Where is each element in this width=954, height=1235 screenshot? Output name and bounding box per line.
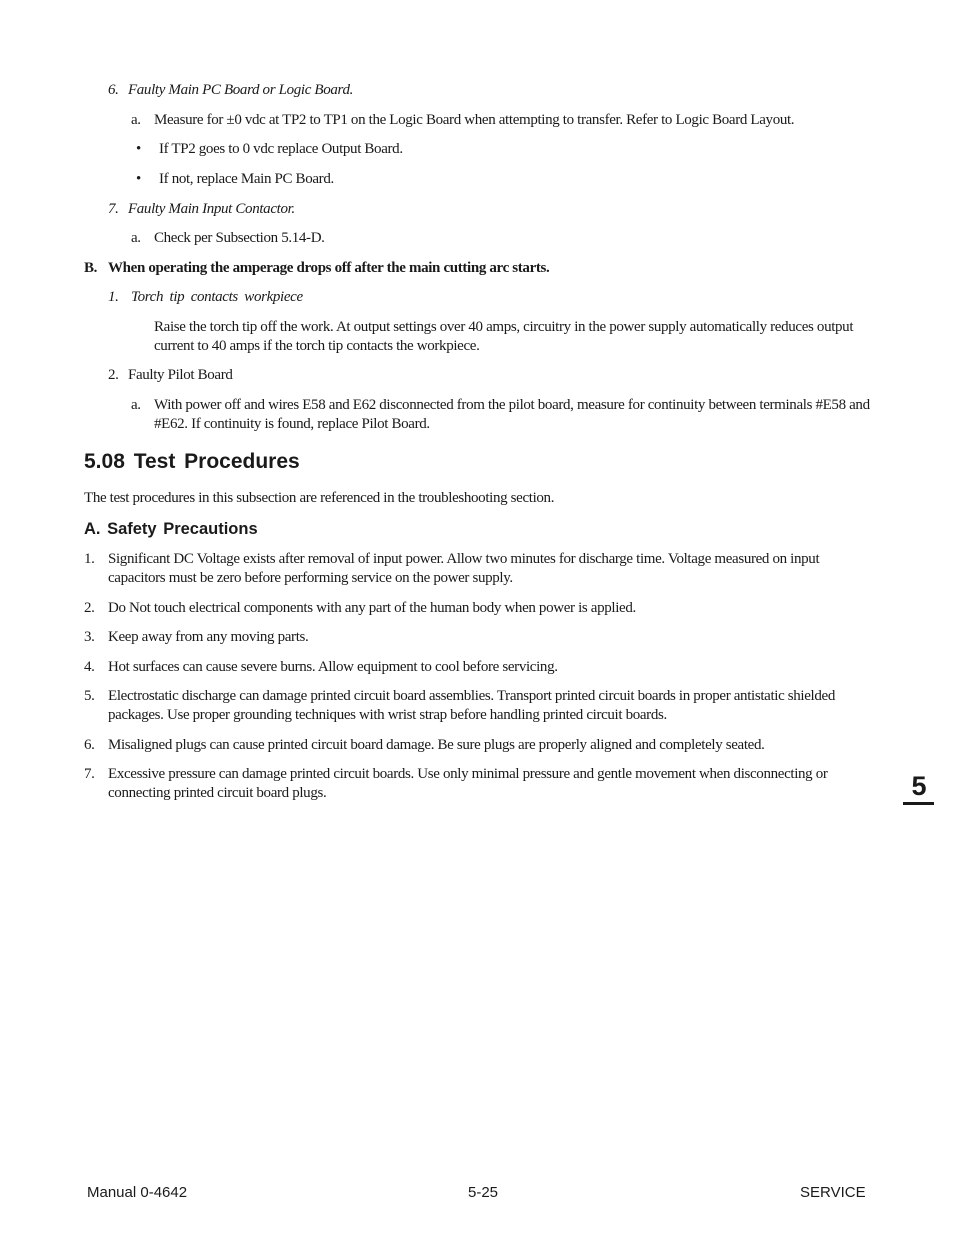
- section-b-label: B.: [84, 260, 98, 276]
- section-intro: The test procedures in this subsection are referenced in the troubleshooting section.: [84, 490, 555, 506]
- safety-item-number: 1.: [84, 551, 95, 567]
- item-6-number: 6.: [108, 82, 119, 98]
- safety-item-text: Misaligned plugs can cause printed circuit board damage. Be sure plugs are properly aligned and completely seated.: [108, 737, 765, 753]
- section-b-title: When operating the amperage drops off after the main cutting arc starts.: [108, 260, 550, 276]
- item-7-title: Faulty Main Input Contactor.: [127, 201, 295, 217]
- safety-item-text: Do Not touch electrical components with any part of the human body when power is applied.: [108, 600, 636, 616]
- safety-item-number: 3.: [84, 629, 95, 645]
- item-7-number: 7.: [108, 201, 119, 217]
- b-item-1-paragraph: Raise the torch tip off the work. At output settings over 40 amps, circuitry in the power supply automatically reduces output current to 40 amps if the torch tip contacts the workpiece.: [154, 319, 854, 354]
- safety-item-text: Keep away from any moving parts.: [108, 629, 309, 645]
- safety-item-number: 4.: [84, 659, 95, 675]
- item-7a-number: a.: [131, 230, 141, 246]
- b-item-1-title: Torch tip contacts workpiece: [130, 289, 303, 305]
- item-6a-number: a.: [131, 112, 141, 128]
- b-item-1-number: 1.: [108, 289, 119, 305]
- chapter-tab-underline: [903, 802, 934, 805]
- item-6a-text: Measure for ±0 vdc at TP2 to TP1 on the Logic Board when attempting to transfer. Refer to Logic Board Layout.: [154, 112, 795, 128]
- safety-item-text: Electrostatic discharge can damage printed circuit board assemblies. Transport printed circuit boards in proper antistatic shielded packages. Use proper grounding techniques with wrist strap before handling printed circuit boards.: [108, 688, 835, 723]
- b-item-2-number: 2.: [108, 367, 119, 383]
- chapter-tab-number: 5: [911, 771, 927, 801]
- item-6-title: Faulty Main PC Board or Logic Board.: [127, 82, 353, 98]
- footer-manual-number: Manual 0-4642: [87, 1184, 188, 1201]
- safety-item-number: 2.: [84, 600, 95, 616]
- b-item-2-title: Faulty Pilot Board: [127, 367, 233, 383]
- safety-item-text: Hot surfaces can cause severe burns. Allow equipment to cool before servicing.: [108, 659, 558, 675]
- bullet-icon: •: [136, 171, 141, 187]
- b-item-2-heading: [108, 366, 233, 385]
- safety-item-number: 5.: [84, 688, 95, 704]
- safety-item-number: 6.: [84, 737, 95, 753]
- footer-page-number: 5-25: [468, 1184, 499, 1201]
- item-6-heading: [108, 81, 353, 100]
- b-item-1-heading: [108, 288, 303, 307]
- bullet-2-text: If not, replace Main PC Board.: [159, 171, 334, 187]
- item-7-heading: [108, 200, 295, 219]
- safety-item-text: Significant DC Voltage exists after removal of input power. Allow two minutes for discharge time. Voltage measured on input capacitors must be zero before performing service on the power supply.: [108, 551, 820, 586]
- b-item-2a-text: With power off and wires E58 and E62 disconnected from the pilot board, measure for continuity between terminals #E58 and #E62. If continuity is found, replace Pilot Board.: [154, 397, 870, 432]
- footer-section-name: SERVICE: [800, 1184, 866, 1201]
- safety-item-text: Excessive pressure can damage printed circuit boards. Use only minimal pressure and gentle movement when disconnecting or connecting printed circuit board plugs.: [108, 766, 828, 801]
- section-heading: 5.08 Test Procedures: [84, 450, 300, 473]
- bullet-1-text: If TP2 goes to 0 vdc replace Output Board.: [159, 141, 403, 157]
- subsection-heading: A. Safety Precautions: [84, 520, 258, 538]
- b-item-2a-number: a.: [131, 397, 141, 413]
- safety-item-number: 7.: [84, 766, 95, 782]
- bullet-icon: •: [136, 141, 141, 157]
- item-7a-text: Check per Subsection 5.14-D.: [154, 230, 325, 246]
